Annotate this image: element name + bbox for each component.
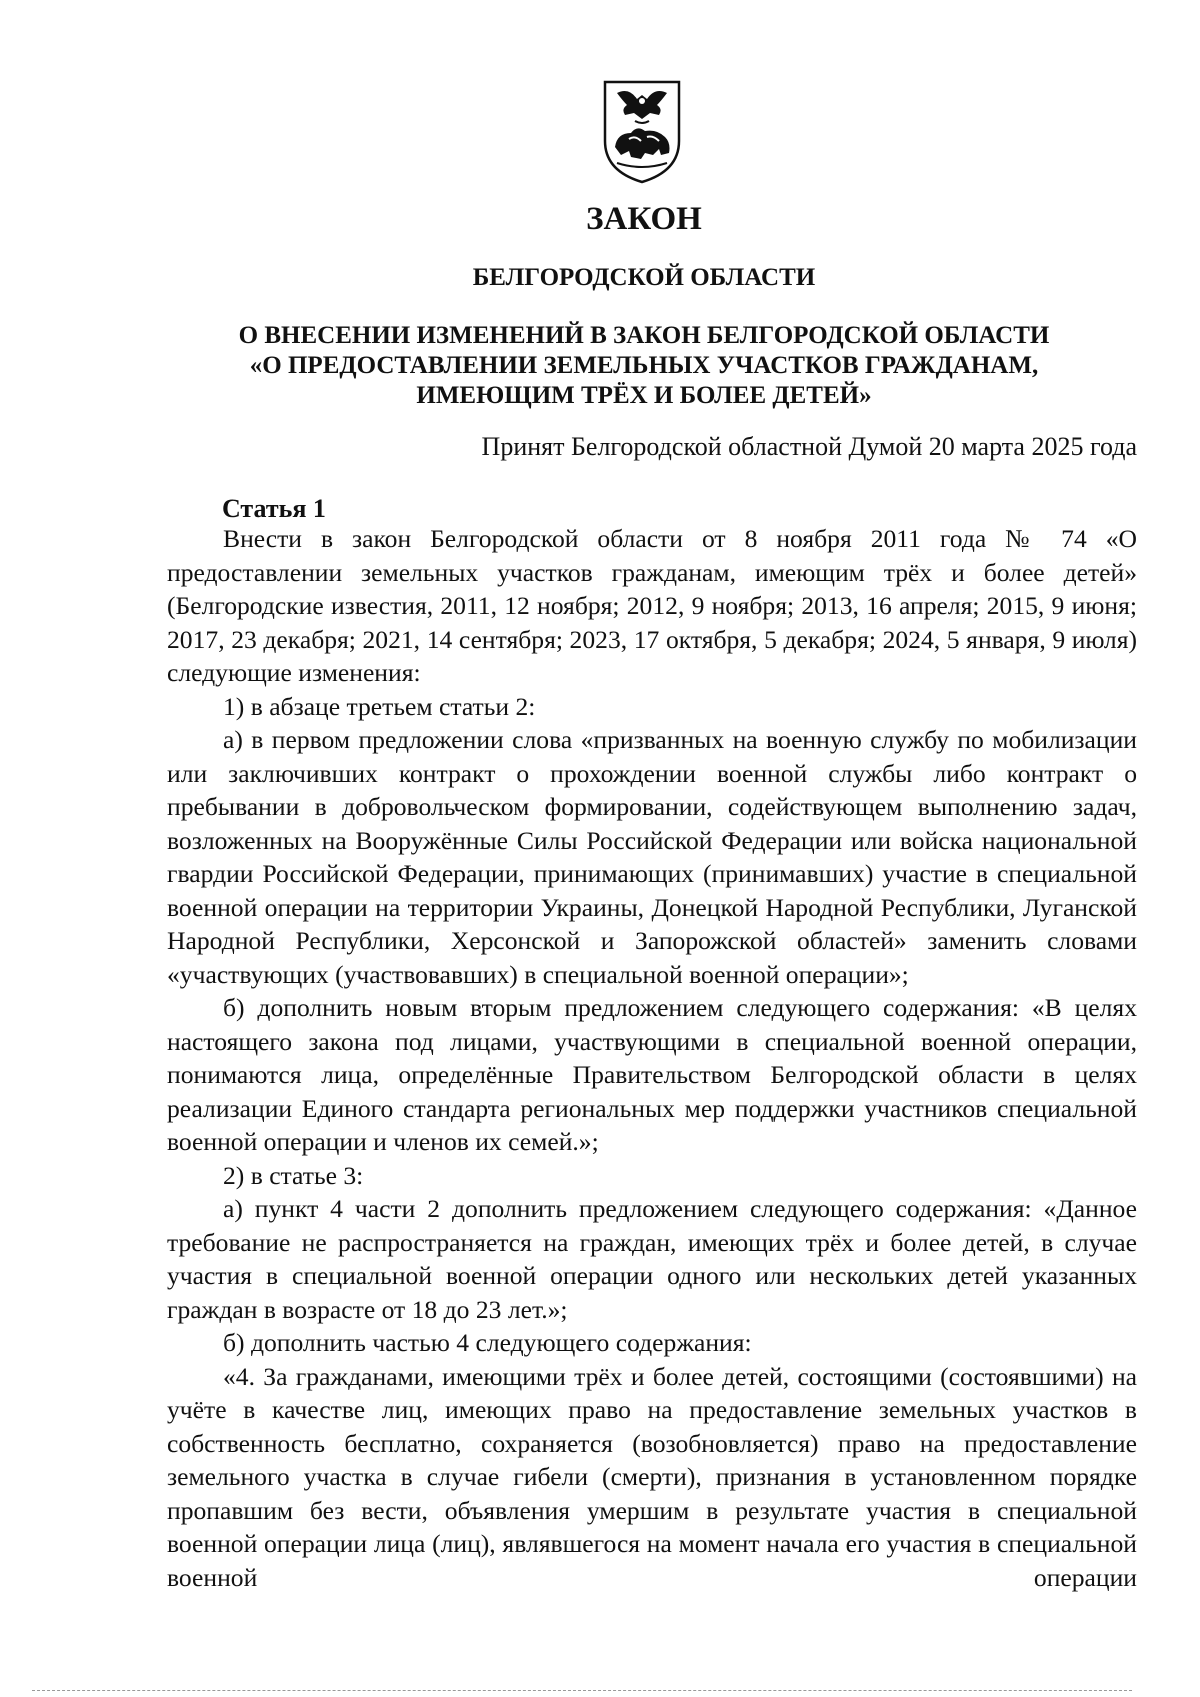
page-edge-divider: [32, 1690, 1132, 1691]
article-paragraph: «4. За гражданами, имеющими трёх и более детей, состоящими (состоявшими) на учёте в качестве лиц, имеющих право на предоставление земельных участков в собственность бесплатно, сохраняется (возобновляется) право на предоставление земельного участка в случае гибели (смерти), признания в установленном порядке пропавшим без вести, объявления умершим в результате участия в специальной военной операции лица (лиц), являвшегося на момент начала его участия в специальной военной операции: [167, 1361, 1137, 1592]
article-paragraph: 1) в абзаце третьем статьи 2:: [223, 691, 536, 721]
article-paragraph: Внести в закон Белгородской области от 8 ноября 2011 года № 74 «О предоставлении земельных участков гражданам, имеющим трёх и более детей» (Белгородские известия, 2011, 12 ноября; 2012, 9 ноября; 2013, 16 апреля; 2015, 9 июня; 2017, 23 декабря; 2021, 14 сентября; 2023, 17 октября, 5 декабря; 2024, 5 января, 9 июля) следующие изменения:: [167, 524, 1137, 687]
adoption-note: Принят Белгородской областной Думой 20 марта 2025 года: [481, 432, 1137, 461]
article-heading: Статья 1: [222, 494, 326, 523]
article-paragraph: а) пункт 4 части 2 дополнить предложением следующего содержания: «Данное требование не распространяется на граждан, имеющих трёх и более детей, в случае участия в специальной военной операции одного или нескольких детей указанных граждан в возрасте от 18 до 23 лет.»;: [167, 1194, 1137, 1324]
article-paragraph: 2) в статье 3:: [223, 1160, 364, 1190]
belgorod-coat-of-arms-icon: [601, 79, 683, 185]
article-paragraph: б) дополнить новым вторым предложением следующего содержания: «В целях настоящего закона под лицами, участвующими в специальной военной операции, понимаются лица, определённые Правительством Белгородской области в целях реализации Единого стандарта региональных мер поддержки участников специальной военной операции и членов их семей.»;: [167, 993, 1137, 1156]
subject-line: «О ПРЕДОСТАВЛЕНИИ ЗЕМЕЛЬНЫХ УЧАСТКОВ ГРАЖДАНАМ,: [249, 352, 1039, 379]
article-body: [167, 522, 1137, 1594]
article-paragraph: а) в первом предложении слова «призванных на военную службу по мобилизации или заключивших контракт о прохождении военной службы либо контракт о пребывании в добровольческом формировании, содействующем выполнению задач, возложенных на Вооружённые Силы Российской Федерации или войска национальной гвардии Российской Федерации, принимающих (принимавших) участие в специальной военной операции на территории Украины, Донецкой Народной Республики, Луганской Народной Республики, Херсонской и Запорожской областей» заменить словами «участвующих (участвовавших) в специальной военной операции»;: [167, 725, 1137, 989]
article-paragraph: б) дополнить частью 4 следующего содержания:: [223, 1328, 752, 1357]
subject-line: ИМЕЮЩИМ ТРЁХ И БОЛЕЕ ДЕТЕЙ»: [416, 382, 872, 409]
subject-line: О ВНЕСЕНИИ ИЗМЕНЕНИЙ В ЗАКОН БЕЛГОРОДСКОЙ ОБЛАСТИ: [238, 322, 1050, 349]
document-subject: [0, 321, 1200, 411]
document-title: ЗАКОН: [586, 201, 702, 237]
document-region: БЕЛГОРОДСКОЙ ОБЛАСТИ: [472, 264, 816, 291]
